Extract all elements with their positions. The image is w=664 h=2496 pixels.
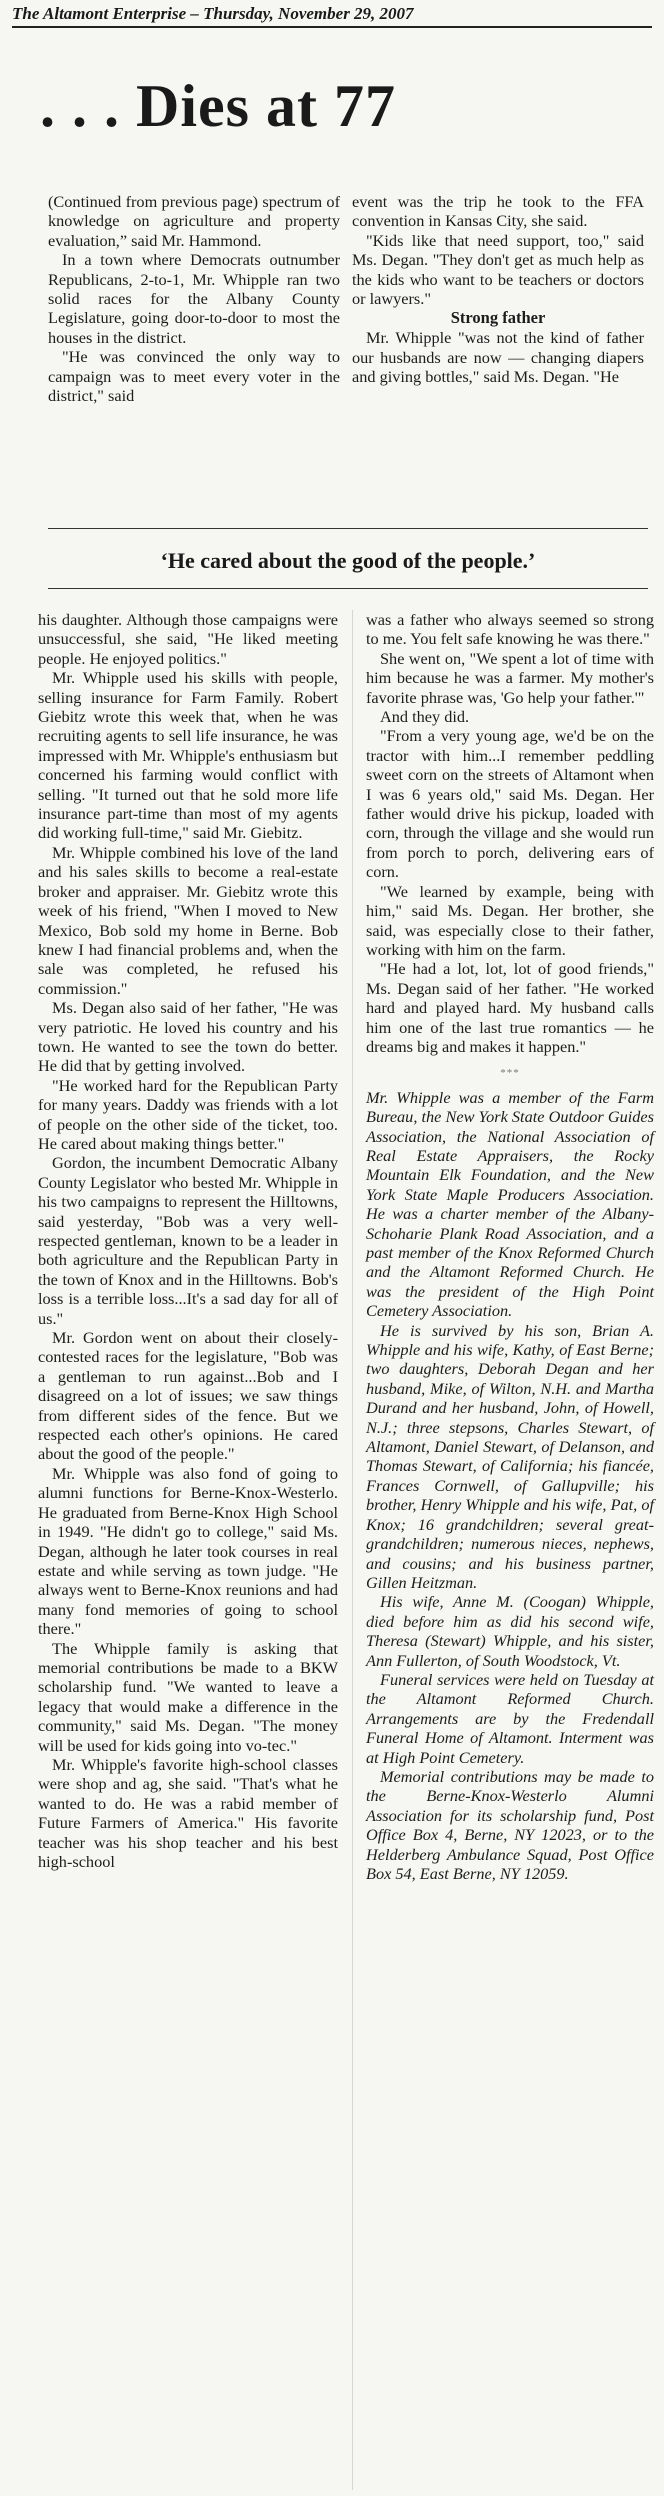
pull-quote-top-rule bbox=[48, 528, 648, 529]
paragraph: Mr. Gordon went on about their closely-contested races for the legislature, "Bob was a gentleman to run against...Bob and I disagreed on a lot of issues; we saw things from different sides of the fence. But we respected each other's opinions. He cared about the good of the people." bbox=[38, 1328, 338, 1464]
paragraph: his daughter. Although those campaigns were unsuccessful, she said, "He liked meeting people. He enjoyed politics." bbox=[38, 610, 338, 668]
paragraph: Ms. Degan also said of her father, "He was very patriotic. He loved his country and his town. He wanted to see the town do better. He did that by getting involved. bbox=[38, 998, 338, 1076]
paragraph: (Continued from previous page) spectrum of knowledge on agriculture and property evaluation,” said Mr. Hammond. bbox=[48, 192, 340, 250]
paragraph: event was the trip he took to the FFA convention in Kansas City, she said. bbox=[352, 192, 644, 231]
pull-quote: ‘He cared about the good of the people.’ bbox=[160, 548, 536, 573]
paragraph: Mr. Whipple was also fond of going to alumni functions for Berne-Knox-Westerlo. He graduated from Berne-Knox High School in 1949. "He didn't go to college," said Ms. Degan, although he later took courses in real estate and while serving as town judge. "He always went to Berne-Knox reunions and had many fond memories of going to school there." bbox=[38, 1463, 338, 1639]
obituary-details bbox=[366, 1088, 654, 1884]
paragraph: His wife, Anne M. (Coogan) Whipple, died before him as did his second wife, Theresa (Stewart) Whipple, and his sister, Ann Fullerton, of South Woodstock, Vt. bbox=[366, 1592, 654, 1670]
masthead: The Altamont Enterprise – Thursday, November 29, 2007 bbox=[12, 4, 414, 23]
paragraph: He is survived by his son, Brian A. Whipple and his wife, Kathy, of East Berne; two daughters, Deborah Degan and her husband, Mike, of Wilton, N.H. and Martha Durand and her husband, John, of Howell, N.J.; three stepsons, Charles Stewart, of Altamont, Daniel Stewart, of Delanson, and Thomas Stewart, of California; his fiancée, Frances Cornwell, of Gallupville; his brother, Henry Whipple and his wife, Pat, of Knox; 16 grandchildren; several great-grandchildren; numerous nieces, nephews, and cousins; and his business partner, Gillen Heitzman. bbox=[366, 1320, 654, 1592]
paragraph: Mr. Whipple combined his love of the land and his sales skills to become a real-estate broker and appraiser. Mr. Giebitz wrote this week of his friend, "When I moved to New Mexico, Bob sold my home in Berne. Bob knew I had financial problems and, when the sale was completed, he refused his commission." bbox=[38, 842, 338, 998]
subhead: Strong father bbox=[450, 308, 546, 328]
paragraph: "He worked hard for the Republican Party for many years. Daddy was friends with a lot of people on the other side of the ticket, too. He cared about making things better." bbox=[38, 1075, 338, 1153]
paragraph: "He was convinced the only way to campaign was to meet every voter in the district," said bbox=[48, 347, 340, 406]
paragraph: Mr. Whipple "was not the kind of father our husbands are now — changing diapers and giving bottles," said Ms. Degan. "He bbox=[352, 328, 644, 387]
paragraph: In a town where Democrats outnumber Republicans, 2-to-1, Mr. Whipple ran two solid races for the Albany County Legislature, going door-to-door to most the houses in the district. bbox=[48, 250, 340, 347]
paragraph: Mr. Whipple was a member of the Farm Bureau, the New York State Outdoor Guides Association, the National Association of Real Estate Appraisers, the Rocky Mountain Elk Foundation, and the New York State Maple Producers Association. He was a charter member of the Albany-Schoharie Plank Road Association, and a past member of the Knox Reformed Church and the Altamont Reformed Church. He was the president of the High Point Cemetery Association. bbox=[366, 1087, 654, 1321]
paragraph: Memorial contributions may be made to the Berne-Knox-Westerlo Alumni Association for its scholarship fund, Post Office Box 4, Berne, NY 12023, or to the Helderberg Ambulance Squad, Post Office Box 54, East Berne, NY 12059. bbox=[366, 1766, 654, 1883]
paragraph: The Whipple family is asking that memorial contributions be made to a BKW scholarship fund. "We wanted to leave a legacy that would make a difference in the community," said Ms. Degan. "The money will be used for kids going into vo-tec." bbox=[38, 1638, 338, 1755]
paragraph: Mr. Whipple used his skills with people, selling insurance for Farm Family. Robert Giebitz wrote this week that, when he was recruiting agents to sell life insurance, he was impressed with Mr. Whipple's enthusiasm but concerned his farming would conflict with selling. "It turned out that he sold more life insurance part-time than most of my agents did working full-time," said Mr. Giebitz. bbox=[38, 668, 338, 843]
paragraph: "He had a lot, lot, lot of good friends," Ms. Degan said of her father. "He worked hard and played hard. My husband calls him one of the last true romantics — he dreams big and makes it happen." bbox=[366, 959, 654, 1056]
main-right-column bbox=[366, 610, 654, 1883]
paragraph: And they did. bbox=[380, 707, 470, 727]
paragraph: Gordon, the incumbent Democratic Albany County Legislator who bested Mr. Whipple in his two campaigns to represent the Hilltowns, said yesterday, "Bob was a very well-respected gentleman, known to be a leader in both agriculture and the Republican Party in the town of Knox and in the Hilltowns. Bob's loss is a terrible loss...It's a sad day for all of us." bbox=[38, 1153, 338, 1328]
main-left-column bbox=[38, 610, 338, 1871]
paragraph: "From a very young age, we'd be on the tractor with him...I remember peddling sweet corn on the streets of Altamont when I was 6 years old," said Ms. Degan. Her father would drive his pickup, loaded with corn, through the village and she would run from porch to porch, delivering ears of corn. bbox=[366, 726, 654, 882]
top-left-column bbox=[48, 192, 340, 405]
headline: . . . Dies at 77 bbox=[40, 73, 396, 139]
section-separator: *** bbox=[500, 1067, 520, 1080]
paragraph: She went on, "We spent a lot of time with him because he was a farmer. My mother's favorite phrase was, 'Go help your father.'" bbox=[366, 648, 654, 707]
paragraph: was a father who always seemed so strong to me. You felt safe knowing he was there." bbox=[366, 610, 654, 649]
paragraph: Mr. Whipple's favorite high-school classes were shop and ag, she said. "That's what he wanted to do. He was a rabid member of Future Farmers of America." His favorite teacher was his shop teacher and his best high-school bbox=[38, 1754, 338, 1871]
paragraph: Funeral services were held on Tuesday at the Altamont Reformed Church. Arrangements are by the Fredendall Funeral Home of Altamont. Interment was at High Point Cemetery. bbox=[366, 1669, 654, 1767]
pull-quote-bottom-rule bbox=[48, 588, 648, 589]
column-divider bbox=[352, 610, 353, 2490]
masthead-rule bbox=[12, 26, 652, 28]
top-right-column bbox=[352, 192, 644, 387]
paragraph: "Kids like that need support, too," said Ms. Degan. "They don't get as much help as the kids who want to be teachers or doctors or lawyers." bbox=[352, 230, 644, 309]
paragraph: "We learned by example, being with him," said Ms. Degan. Her brother, she said, was especially close to their father, working with him on the farm. bbox=[366, 881, 654, 959]
